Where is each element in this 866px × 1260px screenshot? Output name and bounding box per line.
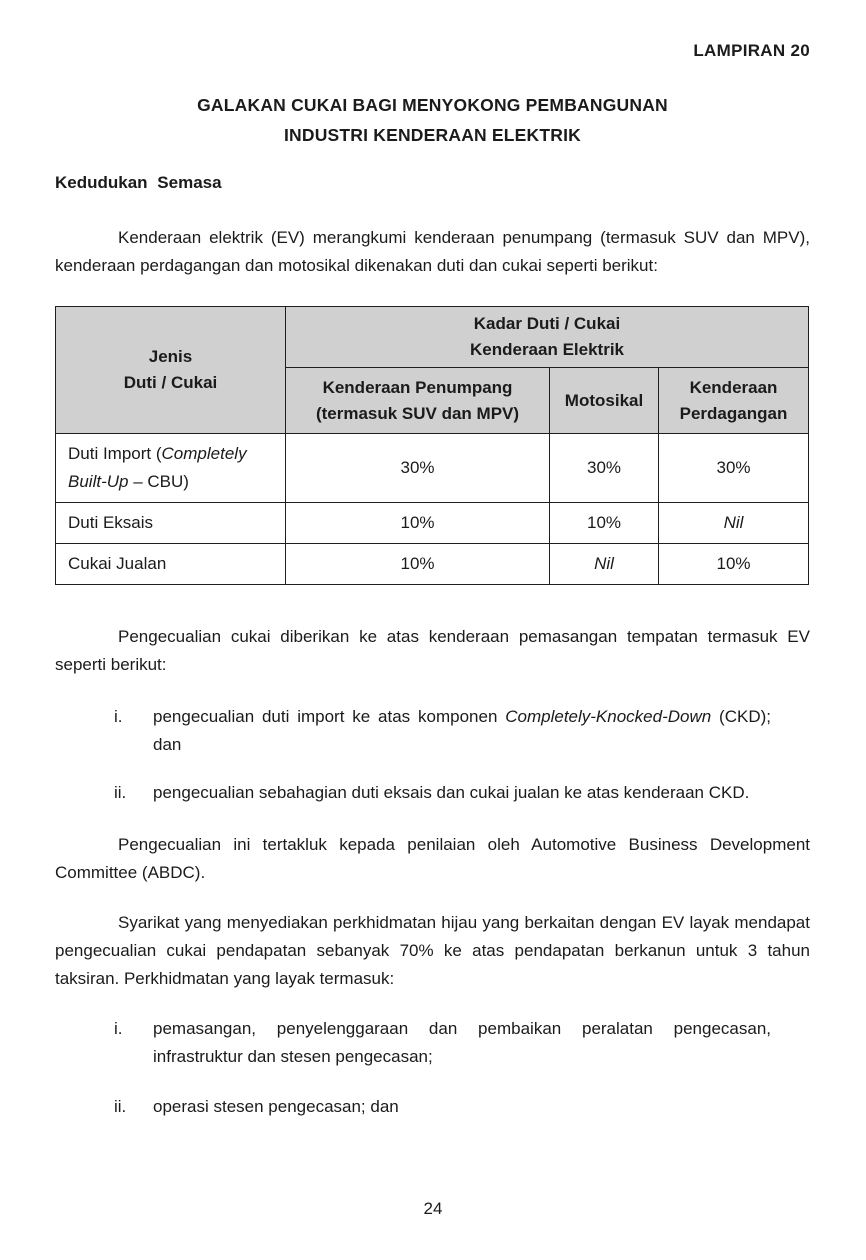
paragraph-intro: Kenderaan elektrik (EV) merangkumi kenderaan penumpang (termasuk SUV dan MPV), kenderaan perdagangan dan motosikal dikenakan duti dan cukai seperti berikut: — [55, 228, 810, 275]
cell-value: 10% — [550, 503, 659, 544]
annex-label: LAMPIRAN 20 — [693, 41, 810, 60]
table-header-motosikal: Motosikal — [550, 368, 659, 434]
page-title — [55, 90, 810, 150]
table-row-cukai-jualan — [56, 544, 809, 585]
table-row-duti-import — [56, 434, 809, 503]
table-header-kadar-line1: Kadar Duti / Cukai — [473, 314, 621, 333]
list-marker: ii. — [114, 783, 127, 802]
cell-value: 30% — [286, 434, 550, 503]
table-header-perdagangan: Kenderaan Perdagangan — [659, 368, 809, 434]
section-heading: Kedudukan Semasa — [55, 173, 222, 192]
cell-value: 30% — [659, 434, 809, 503]
cell-value: 10% — [286, 544, 550, 585]
list-item — [114, 779, 771, 807]
table-row-duti-eksais — [56, 503, 809, 544]
list-item-text: pemasangan, penyelenggaraan dan pembaikan peralatan pengecasan, infrastruktur dan stesen pengecasan; — [153, 1019, 771, 1066]
page-number: 24 — [423, 1199, 443, 1218]
table-header-kadar — [286, 307, 809, 368]
list-item-text: operasi stesen pengecasan; dan — [153, 1097, 399, 1116]
row-label: Cukai Jualan — [56, 544, 286, 585]
paragraph-abdc: Pengecualian ini tertakluk kepada penilaian oleh Automotive Business Development Committee (ABDC). — [55, 835, 810, 882]
list-item — [114, 703, 771, 759]
table-header-penumpang: Kenderaan Penumpang (termasuk SUV dan MPV) — [286, 368, 550, 434]
list-marker: i. — [114, 1019, 123, 1038]
page-title-line1: GALAKAN CUKAI BAGI MENYOKONG PEMBANGUNAN — [197, 95, 668, 115]
cell-value: 10% — [659, 544, 809, 585]
paragraph-green-services: Syarikat yang menyediakan perkhidmatan hijau yang berkaitan dengan EV layak mendapat pengecualian cukai pendapatan sebanyak 70% ke atas pendapatan berkanun untuk 3 tahun taksiran. Perkhidmatan yang layak termasuk: — [55, 913, 810, 988]
table-header-jenis-line2: Duti / Cukai — [123, 373, 218, 392]
cell-value: 10% — [286, 503, 550, 544]
table-header-jenis — [56, 307, 286, 434]
row-label: Duti Import (Completely Built-Up – CBU) — [56, 434, 286, 503]
table-header-jenis-line1: Jenis — [148, 347, 193, 366]
list-marker: i. — [114, 707, 123, 726]
list-item — [114, 1015, 771, 1071]
row-label: Duti Eksais — [56, 503, 286, 544]
paragraph-exemptions: Pengecualian cukai diberikan ke atas kenderaan pemasangan tempatan termasuk EV seperti berikut: — [55, 627, 810, 674]
cell-value: Nil — [550, 544, 659, 585]
list-item-text: pengecualian sebahagian duti eksais dan cukai jualan ke atas kenderaan CKD. — [153, 783, 750, 802]
list-marker: ii. — [114, 1097, 127, 1116]
list-item-text: pengecualian duti import ke atas komponen Completely-Knocked-Down (CKD); dan — [153, 707, 771, 754]
exemptions-list — [114, 703, 771, 807]
page-title-line2: INDUSTRI KENDERAAN ELEKTRIK — [283, 125, 582, 145]
services-list — [114, 1015, 771, 1121]
cell-value: 30% — [550, 434, 659, 503]
duty-rates-table — [55, 306, 809, 585]
list-item — [114, 1093, 771, 1121]
cell-value: Nil — [659, 503, 809, 544]
table-header-kadar-line2: Kenderaan Elektrik — [469, 340, 624, 359]
